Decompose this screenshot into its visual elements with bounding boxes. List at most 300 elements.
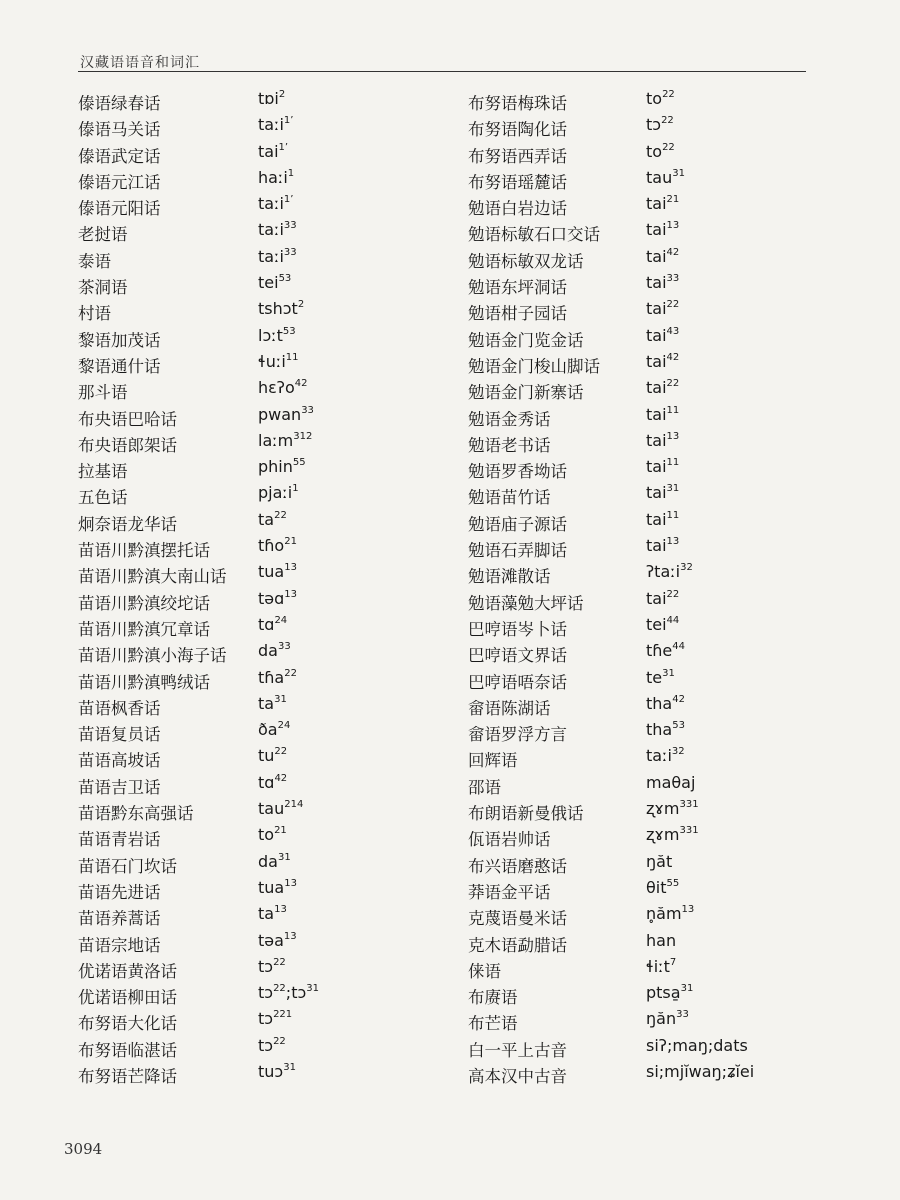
dialect-name: 苗语黔东高强话 xyxy=(78,804,194,824)
pronunciation-base: siʔ;maŋ;dats xyxy=(646,1035,748,1055)
dialect-name: 苗语青岩话 xyxy=(78,830,161,850)
tone-mark: 11 xyxy=(285,351,299,363)
pronunciation-base: to xyxy=(646,89,663,108)
pronunciation xyxy=(258,720,290,739)
dialect-name: 巴哼语岑卜话 xyxy=(468,619,567,639)
pronunciation xyxy=(258,299,304,318)
dialect-name: 克木语勐腊话 xyxy=(468,935,567,955)
pronunciation-base: tai xyxy=(646,483,667,503)
tone-mark: 1 xyxy=(292,483,299,495)
entry-row xyxy=(74,533,444,559)
pronunciation xyxy=(258,220,297,239)
pronunciation xyxy=(646,220,679,239)
pronunciation xyxy=(258,326,296,345)
pronunciation-base: phin xyxy=(258,457,293,477)
entry-row xyxy=(464,1006,834,1032)
dialect-name: 苗语川黔滇冗章话 xyxy=(78,619,210,639)
dialect-name: 邵语 xyxy=(468,777,501,797)
pronunciation xyxy=(258,799,303,818)
pronunciation xyxy=(258,431,312,450)
pronunciation-base: tei xyxy=(646,614,667,634)
entry-row xyxy=(74,244,444,270)
pronunciation-base: tha xyxy=(646,693,673,713)
entry-row xyxy=(74,375,444,401)
entry-row xyxy=(464,612,834,638)
tone-mark: 42 xyxy=(672,693,685,705)
dialect-name: 勉语庙子源话 xyxy=(468,514,567,534)
pronunciation xyxy=(258,115,293,134)
tone-mark: 22 xyxy=(274,746,288,758)
entry-row xyxy=(464,691,834,717)
tone-mark: 22 xyxy=(284,667,297,679)
tone-mark: 214 xyxy=(284,799,304,811)
tone-mark: 21 xyxy=(284,536,297,548)
pronunciation xyxy=(646,1036,748,1055)
pronunciation xyxy=(258,668,297,687)
tone-mark: 1’ xyxy=(283,194,294,206)
pronunciation-base: tai xyxy=(646,457,667,477)
entry-row xyxy=(74,717,444,743)
pronunciation-base: ɬiːt xyxy=(646,956,670,976)
dialect-name: 老挝语 xyxy=(78,225,128,245)
pronunciation xyxy=(258,510,287,529)
entry-row xyxy=(74,191,444,217)
pronunciation xyxy=(258,562,297,581)
tone-mark: 13 xyxy=(284,877,297,889)
pronunciation xyxy=(258,1062,296,1081)
dialect-name: 勉语罗香坳话 xyxy=(468,462,567,482)
pronunciation xyxy=(258,825,287,844)
entry-row xyxy=(74,349,444,375)
entry-row xyxy=(74,665,444,691)
header-rule xyxy=(78,71,806,72)
tone-mark: 13 xyxy=(666,220,680,232)
dialect-name: 傣语元阳话 xyxy=(78,199,161,219)
pronunciation xyxy=(646,168,685,187)
pronunciation xyxy=(646,983,693,1002)
tone-mark: 331 xyxy=(679,825,699,837)
entry-row xyxy=(464,901,834,927)
tone-mark: 24 xyxy=(277,720,291,732)
entry-row xyxy=(464,191,834,217)
pronunciation-base: taːi xyxy=(258,246,284,266)
pronunciation-base: taːi xyxy=(258,220,284,240)
dialect-name: 布朗语新曼俄话 xyxy=(468,804,584,824)
pronunciation-base: taːi xyxy=(646,746,672,766)
dialect-name: 勉语标敏双龙话 xyxy=(468,251,584,271)
pronunciation xyxy=(646,326,679,345)
pronunciation xyxy=(646,247,679,266)
pronunciation-base: taːi xyxy=(258,194,284,214)
entry-row xyxy=(74,901,444,927)
tone-mark-alt: 31 xyxy=(306,983,319,995)
pronunciation-base: tɔ xyxy=(646,115,662,135)
pronunciation xyxy=(258,746,287,765)
tone-mark: 33 xyxy=(301,404,314,416)
tone-mark: 1’ xyxy=(283,115,294,127)
tone-mark: 11 xyxy=(666,457,680,469)
running-header: 汉藏语语音和词汇 xyxy=(80,55,200,71)
pronunciation xyxy=(258,904,287,923)
entry-row xyxy=(74,165,444,191)
entry-row xyxy=(74,954,444,980)
pronunciation xyxy=(646,273,679,292)
pronunciation xyxy=(258,694,287,713)
entry-row xyxy=(464,402,834,428)
pronunciation-base: tɔ xyxy=(258,983,274,1003)
tone-mark: 21 xyxy=(274,825,287,837)
pronunciation-base: ŋăn xyxy=(646,1009,677,1029)
tone-mark: 2 xyxy=(297,299,305,311)
entry-row xyxy=(74,323,444,349)
dialect-name: 白一平上古音 xyxy=(468,1040,567,1060)
entry-row xyxy=(74,270,444,296)
pronunciation xyxy=(646,194,679,213)
pronunciation-base: tai xyxy=(646,299,667,319)
tone-mark: 55 xyxy=(666,877,680,889)
tone-mark: 11 xyxy=(666,404,680,416)
tone-mark: 13 xyxy=(283,930,297,942)
tone-mark: 11 xyxy=(666,509,680,521)
pronunciation xyxy=(646,720,685,739)
pronunciation-base: han xyxy=(646,930,677,950)
pronunciation xyxy=(646,773,695,792)
pronunciation xyxy=(646,852,672,871)
pronunciation xyxy=(646,904,694,923)
dialect-name: 勉语金秀话 xyxy=(468,409,551,429)
tone-mark: 22 xyxy=(666,588,680,600)
tone-mark: 13 xyxy=(274,904,287,916)
pronunciation-base-alt: ;tɔ xyxy=(285,983,307,1003)
tone-mark: 331 xyxy=(679,799,699,811)
entry-row xyxy=(74,928,444,954)
tone-mark: 32 xyxy=(680,562,693,574)
pronunciation xyxy=(258,483,299,502)
page-number: 3094 xyxy=(64,1140,103,1158)
pronunciation-base: maθaj xyxy=(646,772,696,792)
tone-mark: 33 xyxy=(277,641,291,653)
pronunciation-base: tai xyxy=(646,220,667,240)
pronunciation-base: tɑ xyxy=(258,614,275,634)
tone-mark: 22 xyxy=(273,983,286,995)
tone-mark: 31 xyxy=(672,167,685,179)
dialect-name: 布央语郎架话 xyxy=(78,435,177,455)
tone-mark: 42 xyxy=(294,378,308,390)
pronunciation-base: ða xyxy=(258,720,278,740)
pronunciation xyxy=(258,352,299,371)
pronunciation-base: lɔːt xyxy=(258,325,283,345)
pronunciation-base: tɦe xyxy=(646,641,673,661)
dialect-name: 俫语 xyxy=(468,961,501,981)
entry-row xyxy=(464,244,834,270)
dialect-name: 巴哼语文界话 xyxy=(468,646,567,666)
pronunciation-base: tai xyxy=(646,246,667,266)
pronunciation-base: da xyxy=(258,641,278,661)
dialect-name: 苗语枫香话 xyxy=(78,698,161,718)
dialect-name: 勉语石弄脚话 xyxy=(468,541,567,561)
entry-row xyxy=(74,139,444,165)
pronunciation xyxy=(258,1036,286,1055)
pronunciation-base: ʐɤm xyxy=(646,799,680,819)
pronunciation xyxy=(646,510,679,529)
pronunciation xyxy=(646,142,675,161)
pronunciation xyxy=(258,536,297,555)
pronunciation xyxy=(646,378,679,397)
dialect-name: 泰语 xyxy=(78,251,111,271)
dialect-name: 傣语绿春话 xyxy=(78,94,161,113)
pronunciation xyxy=(258,615,287,634)
dialect-name: 五色话 xyxy=(78,488,128,508)
pronunciation xyxy=(646,536,679,555)
entry-row xyxy=(464,296,834,322)
pronunciation-base: si;mjĭwaŋ;ʑĭei xyxy=(646,1061,755,1081)
pronunciation-base: pwan xyxy=(258,404,302,424)
tone-mark: 32 xyxy=(671,746,685,758)
pronunciation xyxy=(646,457,679,476)
pronunciation xyxy=(646,746,685,765)
tone-mark: 7 xyxy=(669,956,677,968)
pronunciation xyxy=(646,89,675,108)
pronunciation-base: tai xyxy=(646,430,667,450)
tone-mark: 13 xyxy=(284,588,298,600)
pronunciation-base: tɔ xyxy=(258,956,274,976)
entry-row xyxy=(464,743,834,769)
entry-row xyxy=(74,691,444,717)
entry-row xyxy=(464,165,834,191)
dialect-name: 布努语陶化话 xyxy=(468,120,567,140)
entry-row xyxy=(464,928,834,954)
pronunciation xyxy=(258,1009,292,1028)
pronunciation xyxy=(646,299,679,318)
pronunciation xyxy=(258,142,288,161)
tone-mark: 13 xyxy=(284,562,297,574)
dialect-name: 勉语苗竹话 xyxy=(468,488,551,508)
entry-row xyxy=(464,717,834,743)
dialect-name: 勉语金门览金话 xyxy=(468,330,584,350)
dialect-name: 布努语瑶麓话 xyxy=(468,172,567,192)
pronunciation-base: tai xyxy=(646,378,667,398)
dialect-name: 布努语梅珠话 xyxy=(468,94,567,113)
dialect-name: 布努语西弄话 xyxy=(468,146,567,166)
entry-row xyxy=(74,112,444,138)
pronunciation-base: laːm xyxy=(258,430,294,450)
entry-row xyxy=(74,770,444,796)
tone-mark: 44 xyxy=(672,641,685,653)
pronunciation-base: tɔ xyxy=(258,1035,274,1055)
pronunciation xyxy=(258,931,297,950)
entry-row xyxy=(74,849,444,875)
pronunciation xyxy=(646,589,679,608)
pronunciation-base: ʐɤm xyxy=(646,825,680,845)
entry-row xyxy=(74,612,444,638)
entry-row xyxy=(464,533,834,559)
pronunciation xyxy=(646,878,679,897)
tone-mark: 55 xyxy=(292,457,306,469)
entry-row xyxy=(464,112,834,138)
dialect-name: 布兴语磨憨话 xyxy=(468,856,567,876)
pronunciation-base: te xyxy=(646,667,663,687)
pronunciation xyxy=(646,694,685,713)
dialect-name: 布央语巴哈话 xyxy=(78,409,177,429)
entry-row xyxy=(464,323,834,349)
entry-row xyxy=(74,454,444,480)
tone-mark: 33 xyxy=(676,1009,689,1021)
pronunciation xyxy=(258,273,291,292)
tone-mark: 1’ xyxy=(278,141,289,153)
pronunciation xyxy=(258,168,294,187)
pronunciation-base: tɑ xyxy=(258,772,275,792)
pronunciation-base: tei xyxy=(258,273,279,293)
dialect-name: 勉语老书话 xyxy=(468,435,551,455)
entry-row xyxy=(74,1059,444,1085)
pronunciation-base: ptsa̱ xyxy=(646,983,681,1003)
pronunciation xyxy=(258,641,291,660)
pronunciation-base: tau xyxy=(646,167,673,187)
entry-row xyxy=(74,480,444,506)
tone-mark: 2 xyxy=(278,89,286,100)
pronunciation-base: tɒi xyxy=(258,89,279,108)
entry-row xyxy=(464,86,834,112)
pronunciation-base: to xyxy=(646,141,663,161)
entry-row xyxy=(74,428,444,454)
dialect-name: 苗语川黔滇摆托话 xyxy=(78,541,210,561)
tone-mark: 42 xyxy=(666,351,680,363)
dialect-name: 村语 xyxy=(78,304,111,324)
pronunciation-base: to xyxy=(258,825,275,845)
tone-mark: 53 xyxy=(278,273,292,285)
pronunciation-base: tai xyxy=(258,141,279,161)
pronunciation-base: tua xyxy=(258,562,285,582)
dialect-name: 苗语养蒿话 xyxy=(78,909,161,929)
pronunciation-base: təɑ xyxy=(258,588,285,608)
tone-mark: 31 xyxy=(680,983,694,995)
entry-row xyxy=(464,980,834,1006)
dialect-name: 佤语岩帅话 xyxy=(468,830,551,850)
pronunciation xyxy=(646,825,699,844)
dialect-name: 苗语高坡话 xyxy=(78,751,161,771)
entry-row xyxy=(464,586,834,612)
entry-row xyxy=(74,559,444,585)
dialect-name: 勉语柑子园话 xyxy=(468,304,567,324)
dialect-name: 布努语大化话 xyxy=(78,1014,177,1034)
dialect-name: 勉语滩散话 xyxy=(468,567,551,587)
tone-mark: 31 xyxy=(662,667,675,679)
pronunciation xyxy=(258,378,307,397)
tone-mark: 22 xyxy=(273,1035,286,1047)
tone-mark: 22 xyxy=(666,299,680,311)
entry-row xyxy=(464,480,834,506)
pronunciation xyxy=(258,247,297,266)
entry-row xyxy=(74,743,444,769)
dialect-name: 苗语先进话 xyxy=(78,882,161,902)
tone-mark: 22 xyxy=(274,509,287,521)
dialect-name: 克蔑语曼米话 xyxy=(468,909,567,929)
pronunciation-base: da xyxy=(258,851,278,871)
pronunciation-base: tai xyxy=(646,404,667,424)
pronunciation xyxy=(258,852,291,871)
entry-row xyxy=(464,770,834,796)
tone-mark: 22 xyxy=(666,378,680,390)
pronunciation-base: hɛʔo xyxy=(258,378,295,398)
tone-mark: 13 xyxy=(666,430,680,442)
tone-mark: 31 xyxy=(666,483,680,495)
dialect-name: 苗语川黔滇大南山话 xyxy=(78,567,227,587)
entry-row xyxy=(464,796,834,822)
dialect-name: 苗语川黔滇鸭绒话 xyxy=(78,672,210,692)
pronunciation-base: tu xyxy=(258,746,275,766)
dialect-name: 布努语临湛话 xyxy=(78,1040,177,1060)
pronunciation xyxy=(258,878,297,897)
tone-mark: 44 xyxy=(666,614,680,626)
dialect-name: 炯奈语龙华话 xyxy=(78,514,177,534)
dialect-name: 那斗语 xyxy=(78,383,128,403)
dialect-name: 拉基语 xyxy=(78,462,128,482)
entry-row xyxy=(464,217,834,243)
pronunciation-base: tɔ xyxy=(258,1009,274,1029)
dialect-name: 勉语标敏石口交话 xyxy=(468,225,600,245)
pronunciation xyxy=(258,957,286,976)
tone-mark: 31 xyxy=(283,1061,296,1073)
pronunciation xyxy=(646,799,699,818)
pronunciation-base: tai xyxy=(646,588,667,608)
pronunciation xyxy=(646,405,679,424)
pronunciation xyxy=(258,773,287,792)
dialect-name: 茶洞语 xyxy=(78,278,128,298)
pronunciation-base: tai xyxy=(646,536,667,556)
dialect-name: 优诺语黄洛话 xyxy=(78,961,177,981)
pronunciation-base: haːi xyxy=(258,167,288,187)
pronunciation-base: ʔtaːi xyxy=(646,562,681,582)
tone-mark: 21 xyxy=(666,194,680,206)
entry-row xyxy=(74,875,444,901)
pronunciation-base: tai xyxy=(646,351,667,371)
pronunciation xyxy=(646,562,693,581)
entry-row xyxy=(464,454,834,480)
dialect-name: 黎语通什话 xyxy=(78,356,161,376)
pronunciation xyxy=(646,483,679,502)
pronunciation-base: pjaːi xyxy=(258,483,293,503)
entry-row xyxy=(464,139,834,165)
dialect-name: 巴哼语唔奈话 xyxy=(468,672,567,692)
pronunciation xyxy=(646,641,685,660)
dialect-name: 傣语元江话 xyxy=(78,172,161,192)
pronunciation-base: tshɔt xyxy=(258,299,298,319)
pronunciation-base: taːi xyxy=(258,115,284,135)
dialect-name: 布芒语 xyxy=(468,1014,518,1034)
dialect-name: 勉语白岩边话 xyxy=(468,199,567,219)
tone-mark: 33 xyxy=(283,246,297,258)
dialect-name: 勉语东坪洞话 xyxy=(468,278,567,298)
dialect-name: 莽语金平话 xyxy=(468,882,551,902)
pronunciation xyxy=(646,931,676,950)
entry-row xyxy=(74,638,444,664)
tone-mark: 22 xyxy=(661,115,674,127)
pronunciation-base: θit xyxy=(646,877,667,897)
dialect-name: 优诺语柳田话 xyxy=(78,988,177,1008)
entry-row xyxy=(74,586,444,612)
pronunciation-base: ta xyxy=(258,693,275,713)
tone-mark: 13 xyxy=(681,904,695,916)
pronunciation xyxy=(646,352,679,371)
dialect-name: 苗语川黔滇小海子话 xyxy=(78,646,227,666)
dialect-name: 畲语罗浮方言 xyxy=(468,725,567,745)
entry-row xyxy=(464,822,834,848)
pronunciation xyxy=(258,405,314,424)
entry-row xyxy=(464,349,834,375)
dialect-name: 苗语吉卫话 xyxy=(78,777,161,797)
entry-row xyxy=(74,1033,444,1059)
entry-row xyxy=(74,86,444,112)
